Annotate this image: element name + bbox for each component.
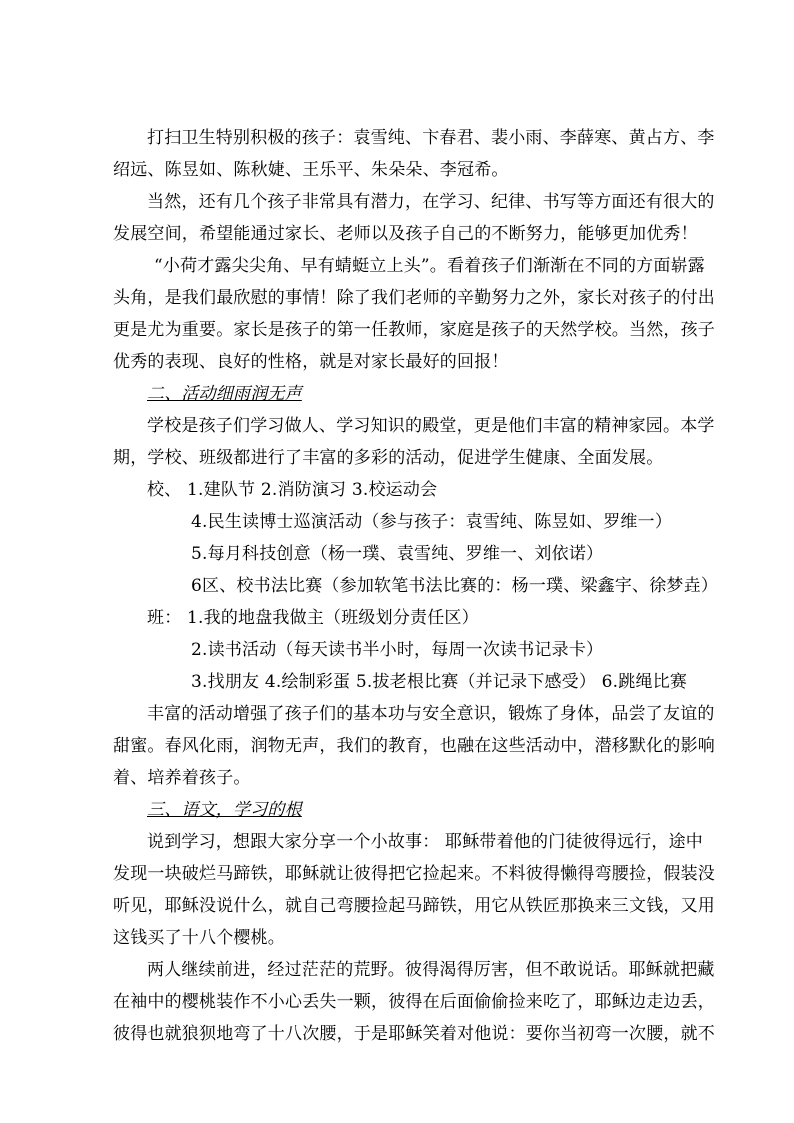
paragraph-line: 优秀的表现、良好的性格，就是对家长最好的回报！ [113, 352, 509, 372]
paragraph-line: 打扫卫生特别积极的孩子：袁雪纯、卞春君、裴小雨、李薛寒、黄占方、李 [147, 128, 715, 148]
paragraph-line: 甜蜜。春风化雨，润物无声，我们的教育，也融在这些活动中，潜移默化的影响 [113, 736, 715, 756]
activity-line: 班： 1.我的地盘我做主（班级划分责任区） [147, 608, 479, 628]
paragraph-line: 头角，是我们最欣慰的事情！除了我们老师的辛勤努力之外，家长对孩子的付出 [113, 288, 715, 308]
activity-line: 4.民生读博士巡演活动（参与孩子：袁雪纯、陈昱如、罗维一） [191, 512, 673, 532]
paragraph-line: 发现一块破烂马蹄铁，耶稣就让彼得把它捡起来。不料彼得懒得弯腰捡，假装没 [113, 864, 715, 884]
paragraph-line: 彼得也就狼狈地弯了十八次腰，于是耶稣笑着对他说：要你当初弯一次腰，就不 [113, 1024, 715, 1044]
paragraph-line: 学校是孩子们学习做人、学习知识的殿堂，更是他们丰富的精神家园。本学 [147, 416, 715, 436]
paragraph-line: 听见，耶稣没说什么，就自己弯腰捡起马蹄铁，用它从铁匠那换来三文钱，又用 [113, 896, 715, 916]
activity-line: 校、 1.建队节 2.消防演习 3.校运动会 [147, 480, 438, 500]
paragraph-line: 着、培养着孩子。 [113, 768, 251, 788]
paragraph-line: “小荷才露尖尖角、早有蜻蜓立上头”。看着孩子们渐渐在不同的方面崭露 [154, 256, 705, 276]
paragraph-line: 期，学校、班级都进行了丰富的多彩的活动，促进学生健康、全面发展。 [113, 448, 664, 468]
paragraph-line: 说到学习，想跟大家分享一个小故事： 耶稣带着他的门徒彼得远行，途中 [147, 832, 704, 852]
activity-line: 3.找朋友 4.绘制彩蛋 5.拔老根比赛（并记录下感受） 6.跳绳比赛 [191, 672, 688, 692]
paragraph-line: 绍远、陈昱如、陈秋婕、王乐平、朱朵朵、李冠希。 [113, 160, 509, 180]
paragraph-line: 当然，还有几个孩子非常具有潜力，在学习、纪律、书写等方面还有很大的 [147, 192, 715, 212]
activity-line: 5.每月科技创意（杨一璞、袁雪纯、罗维一、刘依诺） [191, 544, 604, 564]
paragraph-line: 发展空间，希望能通过家长、老师以及孩子自己的不断努力，能够更加优秀！ [113, 224, 698, 244]
activity-line: 2.读书活动（每天读书半小时，每周一次读书记录卡） [191, 640, 604, 660]
paragraph-line: 丰富的活动增强了孩子们的基本功与安全意识，锻炼了身体，品尝了友谊的 [147, 704, 715, 724]
paragraph-line: 这钱买了十八个樱桃。 [113, 928, 285, 948]
section-heading: 二、活动细雨润无声 [147, 384, 302, 404]
paragraph-line: 两人继续前进，经过茫茫的荒野。彼得渴得厉害，但不敢说话。耶稣就把藏 [147, 960, 715, 980]
paragraph-line: 在袖中的樱桃装作不小心丢失一颗，彼得在后面偷偷捡来吃了，耶稣边走边丢， [113, 992, 715, 1012]
activity-line: 6区、校书法比赛（参加软笔书法比赛的：杨一璞、梁鑫宇、徐梦垚） [191, 576, 719, 596]
section-heading: 三、语文，学习的根 [147, 800, 302, 820]
paragraph-line: 更是尤为重要。家长是孩子的第一任教师，家庭是孩子的天然学校。当然，孩子 [113, 320, 715, 340]
